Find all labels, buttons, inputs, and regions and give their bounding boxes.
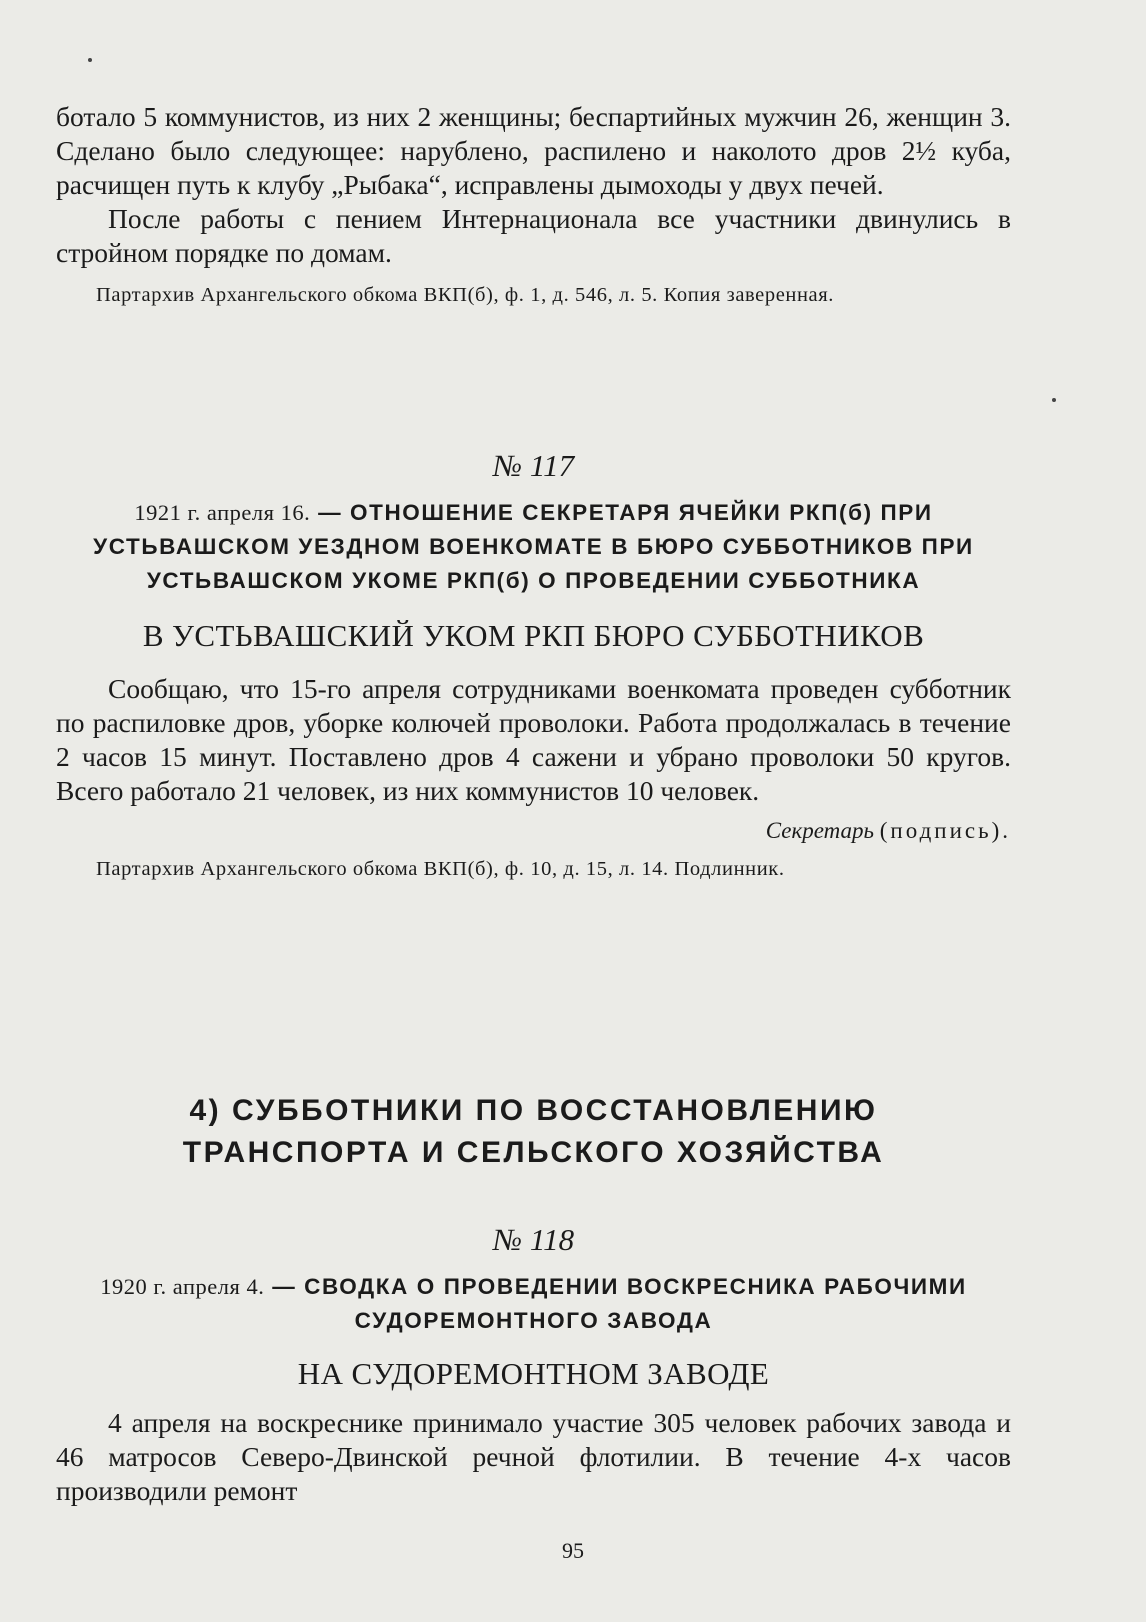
signature-note: (подпись). (879, 818, 1011, 843)
document-addressee: В УСТЬВАШСКИЙ УКОМ РКП БЮРО СУББОТНИКОВ (142, 618, 925, 653)
document-title: — ОТНОШЕНИЕ СЕКРЕТАРЯ ЯЧЕЙКИ РКП(б) ПРИ УСТЬВАШСКОМ УЕЗДНОМ ВОЕНКОМАТЕ В БЮРО СУББОТНИКОВ ПРИ УСТЬВАШСКОМ УКОМЕ РКП(б) О ПРОВЕДЕНИИ СУББОТНИКА (93, 500, 974, 593)
document-118 (56, 1222, 1011, 1508)
continuation-paragraph-1: ботало 5 коммунистов, из них 2 женщины; беспартийных мужчин 26, женщин 3. Сделано было следующее: нарублено, распилено и наколото дров 2½ куба, расчищен путь к клубу „Рыбака“, исправлены дымоходы у двух печей. (56, 101, 1011, 200)
signature-role: Секретарь (765, 818, 875, 843)
section-title-line-2: ТРАНСПОРТА И СЕЛЬСКОГО ХОЗЯЙСТВА (182, 1136, 885, 1169)
document-heading (56, 496, 1011, 598)
section-title-line-1: 4) СУББОТНИКИ ПО ВОССТАНОВЛЕНИЮ (189, 1094, 878, 1127)
document-body: 4 апреля на воскреснике принимало участие 305 человек рабочих завода и 46 матросов Северо-Двинской речной флотилии. В течение 4-х часов производили ремонт (56, 1407, 1011, 1506)
continuation-paragraph-2: После работы с пением Интернационала все участники двинулись в стройном порядке по домам. (56, 203, 1011, 268)
document-number: № 118 (492, 1222, 575, 1257)
print-speck (1052, 398, 1056, 402)
print-speck (88, 58, 92, 62)
document-number: № 117 (492, 448, 575, 483)
archive-source-note: Партархив Архангельского обкома ВКП(б), ф. 1, д. 546, л. 5. Копия заверенная. (96, 284, 835, 306)
document-heading (56, 1270, 1011, 1338)
archive-source-note: Партархив Архангельского обкома ВКП(б), ф. 10, д. 15, л. 14. Подлинник. (96, 858, 785, 880)
continuation-text (56, 100, 1011, 311)
document-date: 1921 г. апреля 16. (134, 500, 311, 525)
document-title: — СВОДКА О ПРОВЕДЕНИИ ВОСКРЕСНИКА РАБОЧИМИ СУДОРЕМОНТНОГО ЗАВОДА (272, 1274, 967, 1333)
document-addressee: НА СУДОРЕМОНТНОМ ЗАВОДЕ (297, 1356, 770, 1391)
page-number: 95 (562, 1538, 584, 1563)
document-117 (56, 448, 1011, 885)
section-heading (56, 1090, 1011, 1174)
signature-line (56, 818, 1011, 844)
document-body: Сообщаю, что 15-го апреля сотрудниками военкомата проведен субботник по распиловке дров, уборке колючей проволоки. Работа продолжалась в течение 2 часов 15 минут. Поставлено дров 4 сажени и убрано проволоки 50 кругов. Всего работало 21 человек, из них коммунистов 10 человек. (56, 673, 1011, 806)
document-date: 1920 г. апреля 4. (100, 1274, 265, 1299)
